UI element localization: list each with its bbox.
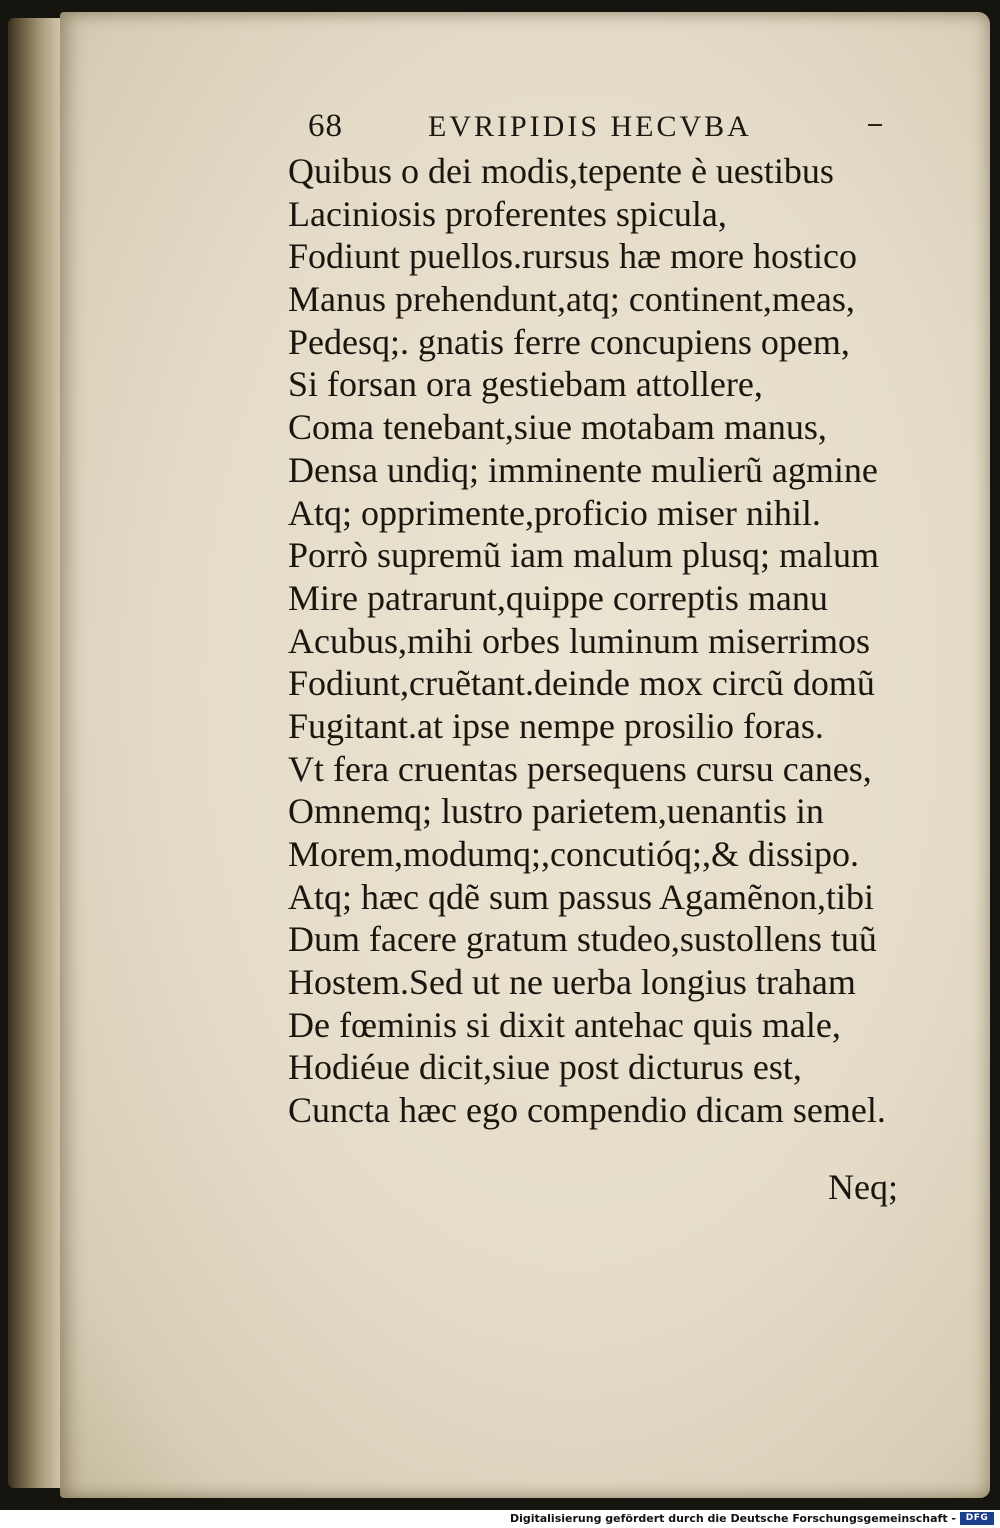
verse-line: Hostem.Sed ut ne uerba longius traham xyxy=(288,962,856,1003)
verse-line: Cuncta hæc ego compendio dicam semel. xyxy=(288,1090,886,1131)
dfg-logo-icon: DFG xyxy=(960,1512,994,1525)
verse-line: Omnemq; lustro parietem,uenantis in xyxy=(288,791,824,832)
verse-line: Manus prehendunt,atq; continent,meas, xyxy=(288,279,855,320)
verse-line: Vt fera cruentas persequens cursu canes, xyxy=(288,748,872,789)
verse-line: Fodiunt puellos.rursus hæ more hostico xyxy=(288,236,857,277)
verse-line: Morem,modumq;,concutióq;,& dissipo. xyxy=(288,834,859,874)
verse-line: Atq; hæc qdẽ sum passus Agamẽnon,tibi xyxy=(288,876,874,917)
footer-credit: Digitalisierung gefördert durch die Deutsche Forschungsgemeinschaft - xyxy=(509,1512,956,1525)
verse-line: Fodiunt,cruẽtant.deinde mox circũ domũ xyxy=(288,663,875,704)
verse-line: Coma tenebant,siue motabam manus, xyxy=(288,407,827,448)
page-edges xyxy=(8,18,68,1488)
header-dash xyxy=(868,124,882,126)
verse-line: De fœminis si dixit antehac quis male, xyxy=(288,1004,841,1045)
verse-line: Atq; opprimente,proficio miser nihil. xyxy=(288,492,821,533)
verse-line: Si forsan ora gestiebam attollere, xyxy=(288,364,763,405)
verse-line: Dum facere gratum studeo,sustollens tuũ xyxy=(288,919,877,960)
verse-line: Quibus o dei modis,tepente è uestibus xyxy=(288,151,834,191)
verse-line: Laciniosis proferentes spicula, xyxy=(288,193,727,234)
verse-line: Acubus,mihi orbes luminum miserrimos xyxy=(288,620,870,661)
catchword: Neq; xyxy=(828,1167,898,1207)
verse-line: Fugitant.at ipse nempe prosilio foras. xyxy=(288,705,824,746)
verse-line: Hodiéue dicit,siue post dicturus est, xyxy=(288,1047,802,1088)
verse-line: Mire patrarunt,quippe correptis manu xyxy=(288,577,828,618)
verse-line: Densa undiq; imminente mulierũ agmine xyxy=(288,449,878,490)
verse-text xyxy=(288,150,928,1132)
digitization-footer xyxy=(0,1510,1000,1528)
running-title: EVRIPIDIS HECVBA xyxy=(428,110,752,143)
verse-line: Pedesq;. gnatis ferre concupiens opem, xyxy=(288,321,850,362)
verse-line: Porrò supremũ iam malum plusq; malum xyxy=(288,535,879,576)
page-header xyxy=(308,108,908,148)
page-number: 68 xyxy=(308,108,343,144)
